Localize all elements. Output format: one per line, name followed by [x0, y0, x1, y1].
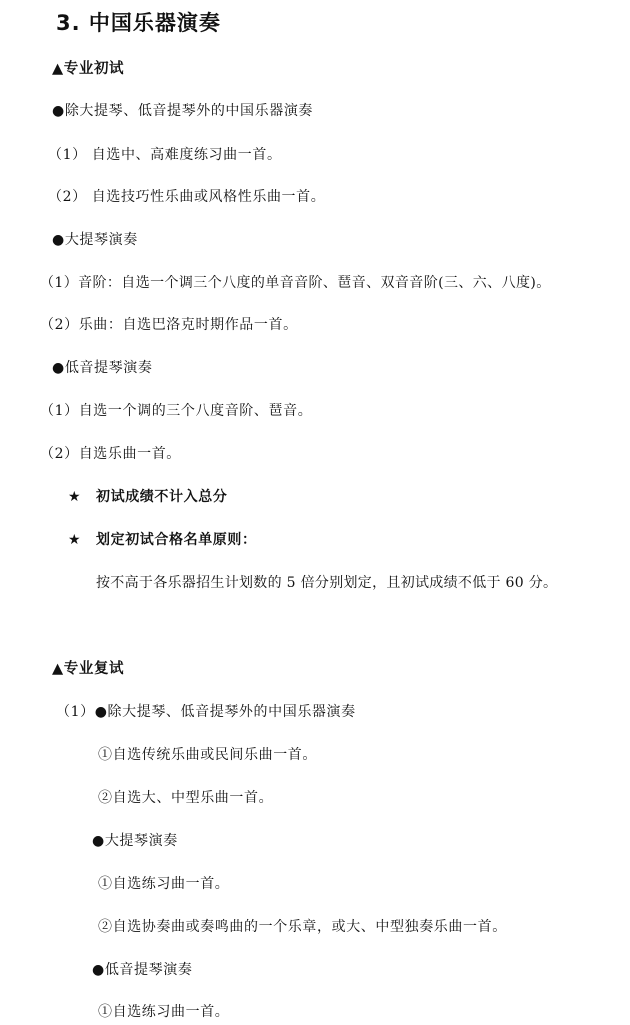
- retest-bass-item-1: ①自选练习曲一首。: [98, 1004, 230, 1020]
- preliminary-group-chinese-instruments: ●除大提琴、低音提琴外的中国乐器演奏: [52, 103, 314, 119]
- retest-chinese-item-2: ②自选大、中型乐曲一首。: [98, 790, 274, 806]
- retest-heading: ▲专业复试: [52, 661, 125, 677]
- preliminary-bass-item-1: （1）自选一个调的三个八度音阶、琶音。: [40, 403, 313, 419]
- preliminary-note-rule: [68, 531, 257, 549]
- preliminary-cello-item-1: （1）音阶：自选一个调三个八度的单音音阶、琶音、双音音阶(三、六、八度)。: [40, 275, 551, 291]
- preliminary-chinese-item-2: （2） 自选技巧性乐曲或风格性乐曲一首。: [48, 189, 326, 205]
- star-icon: ★: [68, 489, 82, 505]
- note-rule-text: 划定初试合格名单原则：: [96, 532, 257, 548]
- preliminary-heading: ▲专业初试: [52, 61, 125, 77]
- preliminary-rule-text: 按不高于各乐器招生计划数的 5 倍分别划定，且初试成绩不低于 60 分。: [96, 575, 558, 591]
- preliminary-group-cello: ●大提琴演奏: [52, 232, 138, 248]
- retest-group-double-bass: ●低音提琴演奏: [92, 962, 193, 978]
- preliminary-cello-item-2: （2）乐曲：自选巴洛克时期作品一首。: [40, 317, 298, 333]
- preliminary-bass-item-2: （2）自选乐曲一首。: [40, 446, 181, 462]
- preliminary-note-score: [68, 488, 227, 506]
- retest-cello-item-1: ①自选练习曲一首。: [98, 876, 230, 892]
- preliminary-chinese-item-1: （1） 自选中、高难度练习曲一首。: [48, 147, 282, 163]
- retest-chinese-item-1: ①自选传统乐曲或民间乐曲一首。: [98, 747, 317, 763]
- retest-cello-item-2: ②自选协奏曲或奏鸣曲的一个乐章，或大、中型独奏乐曲一首。: [98, 919, 507, 935]
- note-score-text: 初试成绩不计入总分: [96, 489, 228, 505]
- retest-group-cello: ●大提琴演奏: [92, 833, 178, 849]
- section-title: 3. 中国乐器演奏: [56, 11, 221, 35]
- preliminary-group-double-bass: ●低音提琴演奏: [52, 360, 153, 376]
- star-icon: ★: [68, 532, 82, 548]
- retest-group-chinese-instruments: （1）●除大提琴、低音提琴外的中国乐器演奏: [56, 704, 356, 720]
